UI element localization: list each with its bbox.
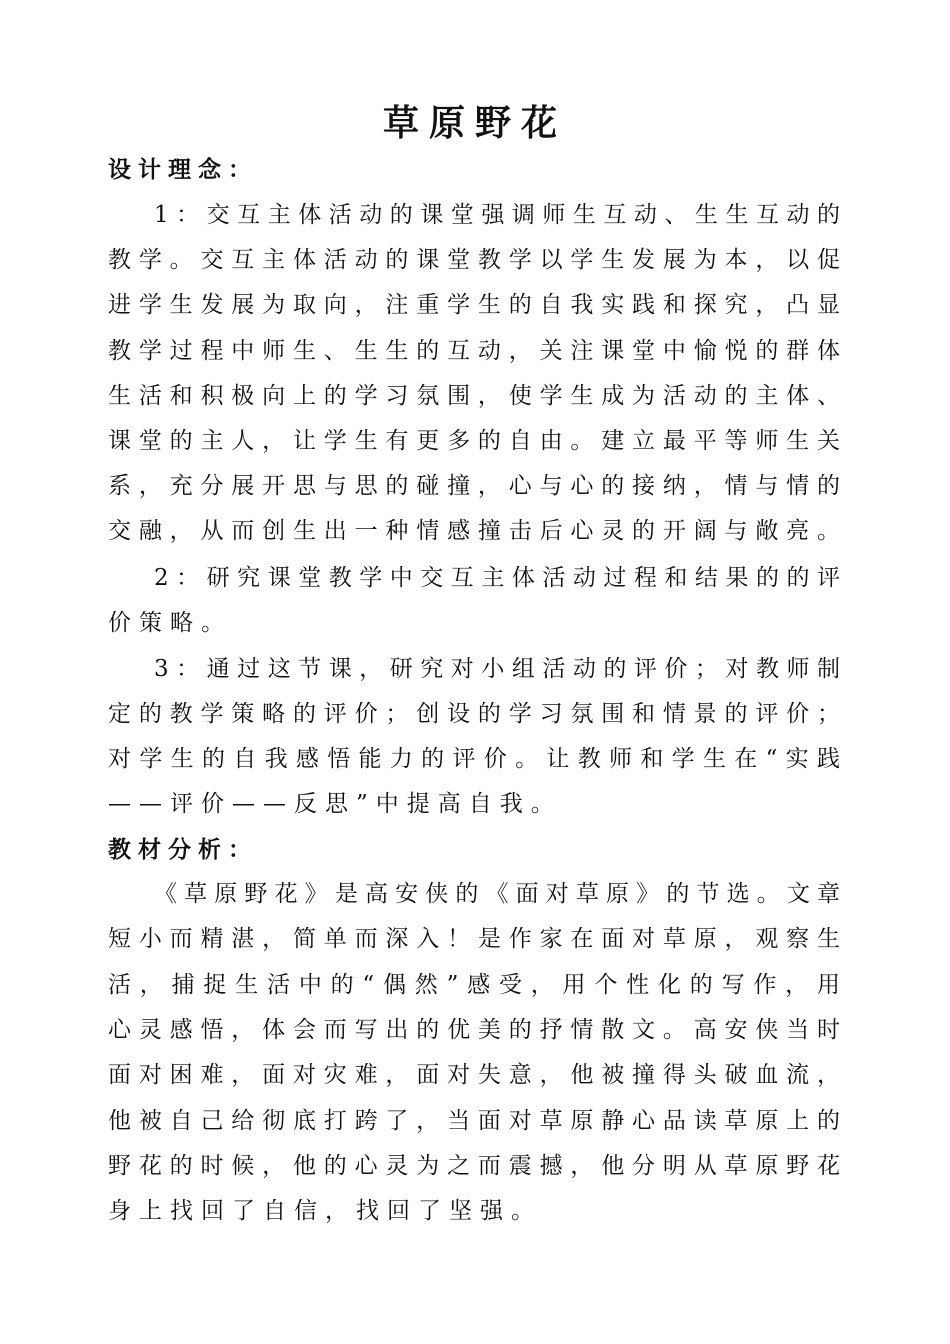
paragraph-line: 野花的时候，他的心灵为之而震撼，他分明从草原野花 — [108, 1153, 840, 1179]
paragraph-line: 1：交互主体活动的课堂强调师生互动、生生互动的 — [154, 202, 840, 228]
paragraph-line: 活，捕捉生活中的“偶然”感受，用个性化的写作，用 — [108, 972, 840, 998]
paragraph-line: 心灵感悟，体会而写出的优美的抒情散文。高安侠当时 — [108, 1017, 840, 1043]
paragraph-line: 课堂的主人，让学生有更多的自由。建立最平等师生关 — [108, 428, 840, 454]
paragraph-line: 2：研究课堂教学中交互主体活动过程和结果的的评 — [154, 565, 840, 591]
paragraph-line: 面对困难，面对灾难，面对失意，他被撞得头破血流， — [108, 1062, 840, 1088]
paragraph-line: 生活和积极向上的学习氛围，使学生成为活动的主体、 — [108, 383, 840, 409]
paragraph-line: 身上找回了自信，找回了坚强。 — [108, 1198, 542, 1224]
paragraph-line: 进学生发展为取向，注重学生的自我实践和探究，凸显 — [108, 292, 840, 318]
section-heading-design-concept: 设计理念： — [108, 157, 258, 183]
paragraph-line: 系，充分展开思与思的碰撞，心与心的接纳，情与情的 — [108, 473, 840, 499]
section-heading-material-analysis: 教材分析： — [108, 837, 258, 863]
paragraph-line: 教学。交互主体活动的课堂教学以学生发展为本，以促 — [108, 247, 840, 273]
paragraph-line: ——评价——反思”中提高自我。 — [108, 791, 562, 817]
paragraph-line: 他被自己给彻底打跨了，当面对草原静心品读草原上的 — [108, 1108, 840, 1134]
document-title: 草原野花 — [382, 103, 567, 144]
paragraph-line: 教学过程中师生、生生的互动，关注课堂中愉悦的群体 — [108, 338, 840, 364]
paragraph-line: 价策略。 — [108, 610, 232, 636]
paragraph-line: 定的教学策略的评价；创设的学习氛围和情景的评价； — [108, 701, 840, 727]
paragraph-line: 交融，从而创生出一种情感撞击后心灵的开阔与敞亮。 — [108, 518, 840, 544]
paragraph-line: 对学生的自我感悟能力的评价。让教师和学生在“实践 — [108, 746, 840, 772]
paragraph-line: 短小而精湛，简单而深入！是作家在面对草原，观察生 — [108, 926, 840, 952]
paragraph-line: 3：通过这节课，研究对小组活动的评价；对教师制 — [154, 656, 840, 682]
paragraph-line: 《草原野花》是高安侠的《面对草原》的节选。文章 — [154, 881, 840, 907]
